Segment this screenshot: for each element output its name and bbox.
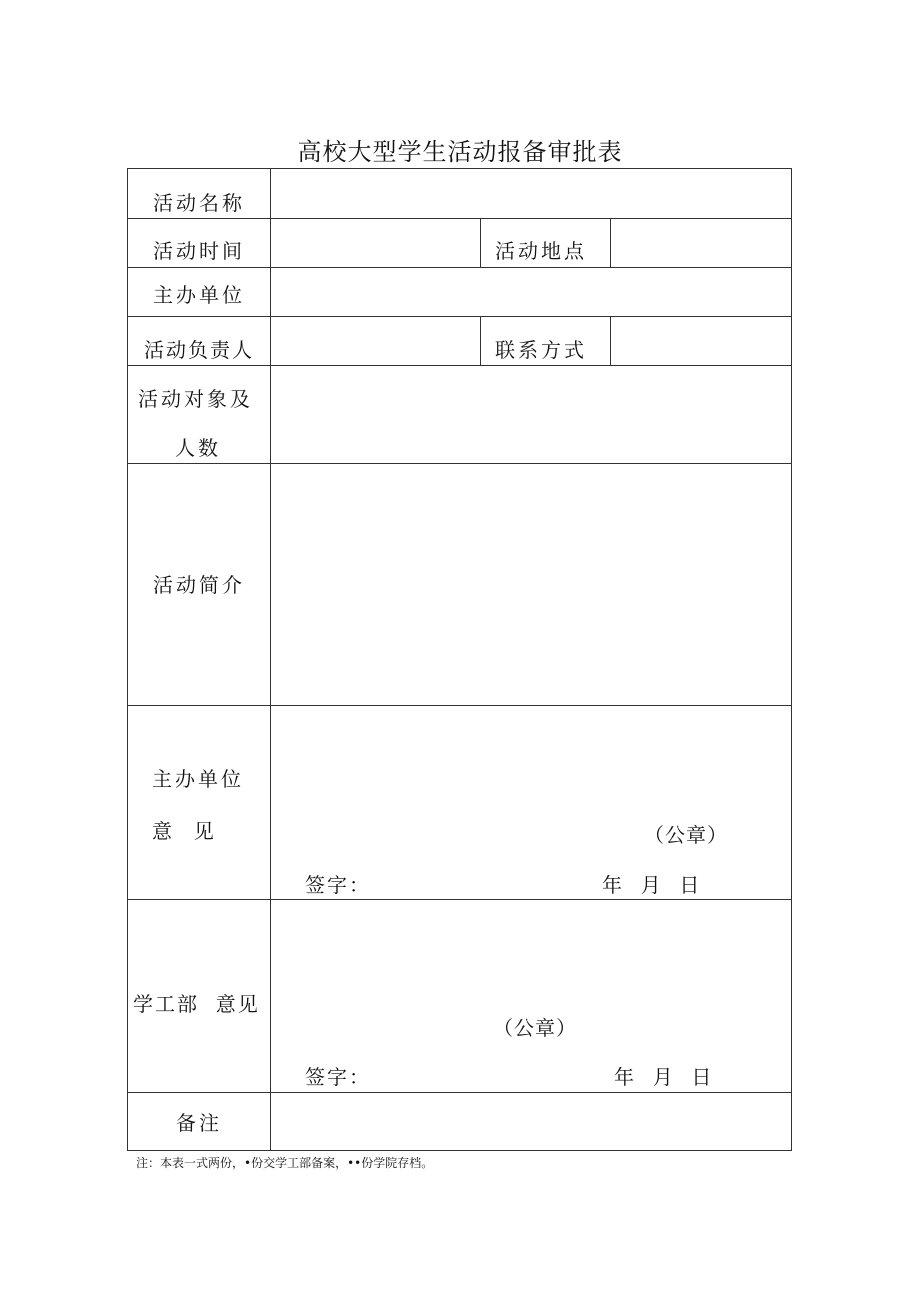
organizer-seal-text: （公章） [644, 823, 728, 847]
cell-divider [610, 316, 611, 365]
activity-intro-label: 活动简介 [153, 573, 245, 597]
organizer-date-label: 年 月 日 [602, 873, 702, 897]
row-divider [128, 218, 791, 219]
row-divider [128, 267, 791, 268]
row-divider [128, 1092, 791, 1093]
row-divider [128, 316, 791, 317]
row-divider [128, 463, 791, 464]
participant-count-label: 人数 [175, 436, 221, 460]
student-affairs-opinion-label: 学工部 意见 [133, 992, 260, 1016]
activity-place-label: 活动地点 [495, 239, 587, 263]
student-affairs-date-label: 年 月 日 [614, 1065, 714, 1089]
student-affairs-signature-label: 签字： [305, 1065, 371, 1089]
approval-form-table [127, 168, 792, 1151]
label-column-divider [270, 169, 271, 1150]
activity-time-label: 活动时间 [153, 239, 245, 263]
student-affairs-seal-text: （公章） [493, 1016, 577, 1040]
organizer-label: 主办单位 [153, 283, 245, 307]
footnote: 注：本表一式两份，•份交学工部备案，••份学院存档。 [136, 1156, 434, 1170]
activity-name-label: 活动名称 [153, 191, 245, 215]
contact-label: 联系方式 [495, 338, 587, 362]
row-divider [128, 365, 791, 366]
row-divider [128, 705, 791, 706]
organizer-opinion-label-line2: 意 见 [152, 819, 217, 843]
cell-divider [480, 316, 481, 365]
cell-divider [610, 218, 611, 267]
target-audience-label: 活动对象及 [138, 387, 253, 411]
cell-divider [480, 218, 481, 267]
organizer-signature-label: 签字： [305, 873, 371, 897]
organizer-opinion-label-line1: 主办单位 [152, 767, 244, 791]
row-divider [128, 899, 791, 900]
remarks-label: 备注 [176, 1111, 222, 1135]
form-title: 高校大型学生活动报备审批表 [297, 138, 623, 166]
person-in-charge-label: 活动负责人 [144, 338, 254, 362]
